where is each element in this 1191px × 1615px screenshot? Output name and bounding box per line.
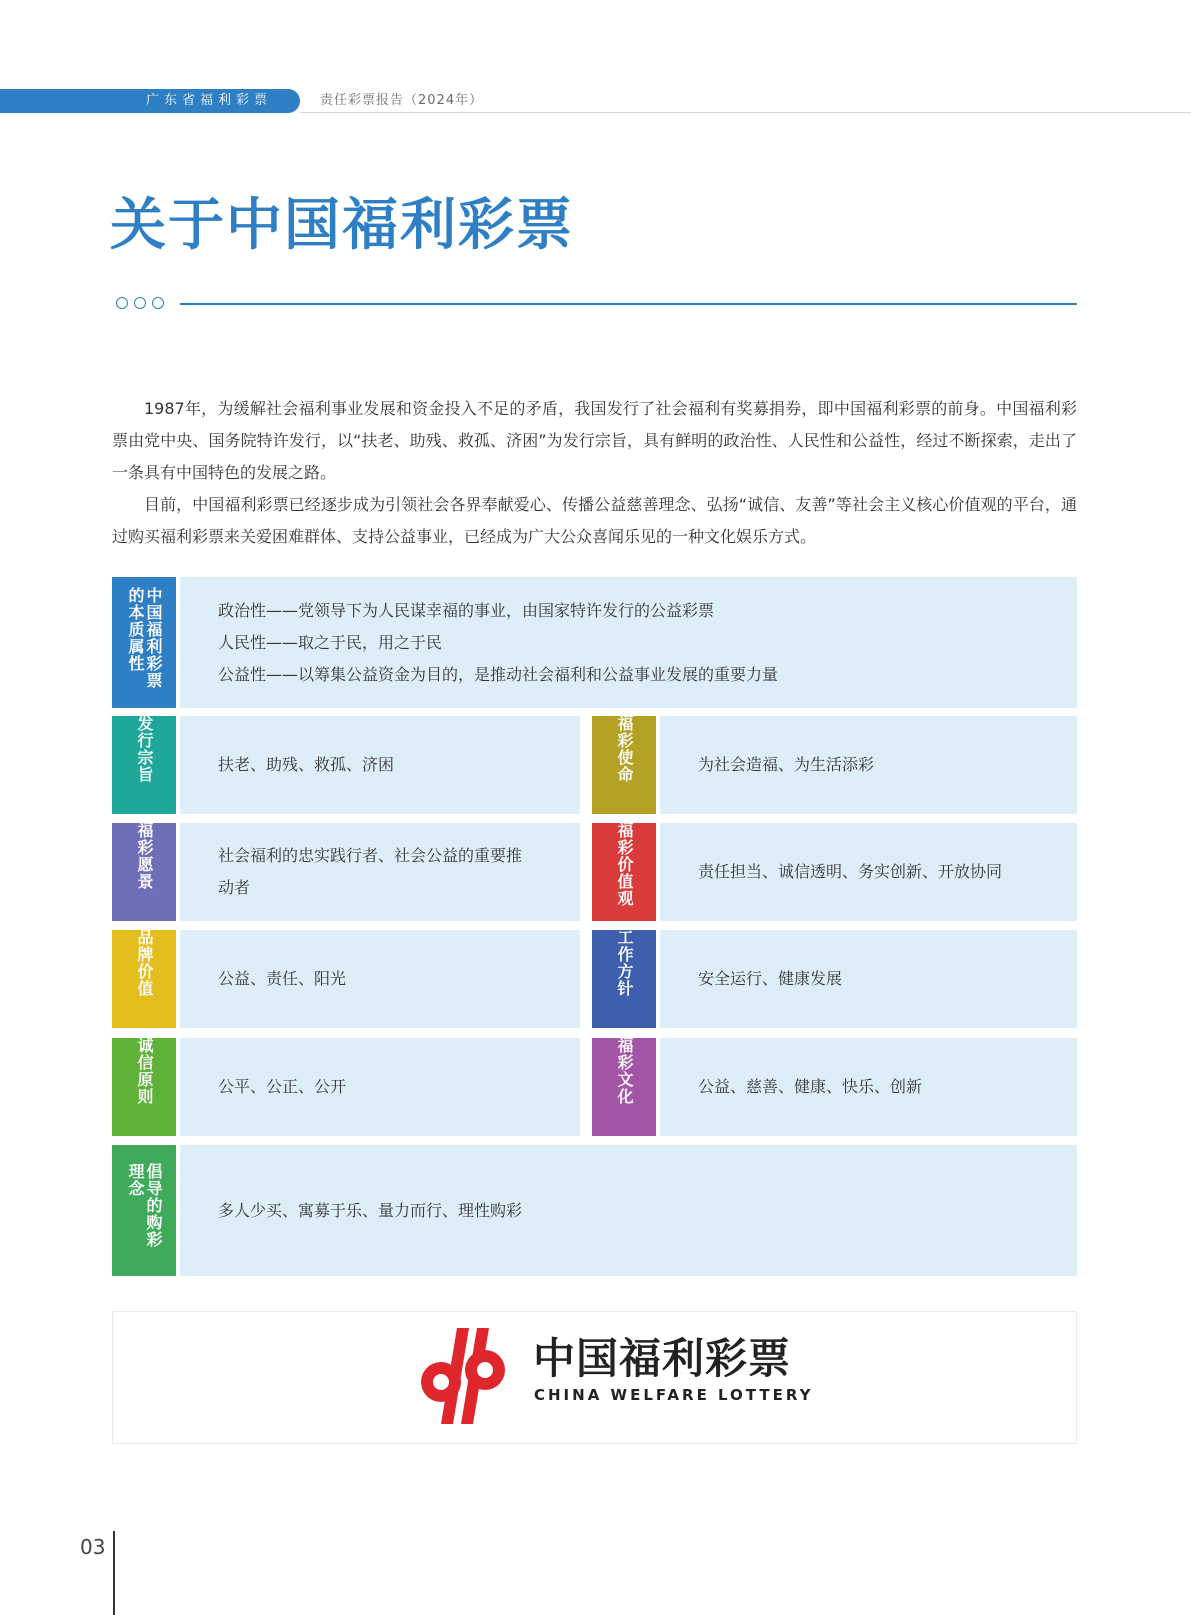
purpose-label: 发行宗旨 <box>112 716 176 814</box>
vision-label: 福彩愿景 <box>112 823 176 921</box>
intro-paragraph: 目前，中国福利彩票已经逐步成为引领社会各界奉献爱心、传播公益慈善理念、弘扬“诚信、友善”等社会主义核心价值观的平台，通过购买福利彩票来关爱困难群体、支持公益事业，已经成为广大公众喜闻乐见的一种文化娱乐方式。 <box>112 495 1077 546</box>
title-divider <box>180 303 1077 305</box>
culture-label: 福彩文化 <box>592 1038 656 1136</box>
concept-label: 倡导的购彩理念 <box>112 1145 176 1276</box>
logo-box <box>112 1311 1077 1444</box>
essence-line: 政治性——党领导下为人民谋幸福的事业，由国家特许发行的公益彩票 <box>218 600 715 620</box>
policy-row <box>592 930 1077 1028</box>
essence-label: 中国福利彩票的本质属性 <box>112 577 176 708</box>
header-report-title: 责任彩票报告（2024年） <box>320 93 484 108</box>
header-divider <box>300 112 1191 113</box>
brand-row <box>112 930 580 1028</box>
essence-line: 人民性——取之于民，用之于民 <box>218 632 443 652</box>
intro-text <box>112 393 1077 553</box>
policy-content: 安全运行、健康发展 <box>660 930 1077 1028</box>
essence-line: 公益性——以筹集公益资金为目的，是推动社会福利和公益事业发展的重要力量 <box>218 664 779 684</box>
circle-icon <box>134 297 146 309</box>
header-organization: 广东省福利彩票 <box>146 93 273 108</box>
values-label: 福彩价值观 <box>592 823 656 921</box>
culture-content: 公益、慈善、健康、快乐、创新 <box>660 1038 1077 1136</box>
culture-row <box>592 1038 1077 1136</box>
integrity-content: 公平、公正、公开 <box>180 1038 580 1136</box>
mission-row <box>592 716 1077 814</box>
essence-content <box>180 577 1077 708</box>
purpose-content: 扶老、助残、救孤、济困 <box>180 716 580 814</box>
circle-icon <box>116 297 128 309</box>
page-title: 关于中国福利彩票 <box>110 192 574 258</box>
logo-english-name: CHINA WELFARE LOTTERY <box>534 1386 814 1404</box>
purpose-row <box>112 716 580 814</box>
mission-label: 福彩使命 <box>592 716 656 814</box>
values-row <box>592 823 1077 921</box>
concept-content: 多人少买、寓募于乐、量力而行、理性购彩 <box>180 1145 1077 1276</box>
china-welfare-lottery-logo-icon <box>413 1326 513 1426</box>
page-number: 03 <box>80 1535 106 1559</box>
integrity-row <box>112 1038 580 1136</box>
logo-chinese-name: 中国福利彩票 <box>533 1334 792 1383</box>
concept-row <box>112 1145 1077 1276</box>
integrity-label: 诚信原则 <box>112 1038 176 1136</box>
policy-label: 工作方针 <box>592 930 656 1028</box>
page-rule <box>113 1531 115 1615</box>
circle-icon <box>152 297 164 309</box>
vision-row <box>112 823 580 921</box>
mission-content: 为社会造福、为生活添彩 <box>660 716 1077 814</box>
vision-content: 社会福利的忠实践行者、社会公益的重要推 动者 <box>180 823 580 921</box>
intro-paragraph: 1987年，为缓解社会福利事业发展和资金投入不足的矛盾，我国发行了社会福利有奖募捐券，即中国福利彩票的前身。中国福利彩票由党中央、国务院特许发行，以“扶老、助残、救孤、济困”为发行宗旨，具有鲜明的政治性、人民性和公益性，经过不断探索，走出了一条具有中国特色的发展之路。 <box>112 399 1077 482</box>
brand-label: 品牌价值 <box>112 930 176 1028</box>
essence-row <box>112 577 1077 708</box>
values-content: 责任担当、诚信透明、务实创新、开放协同 <box>660 823 1077 921</box>
brand-content: 公益、责任、阳光 <box>180 930 580 1028</box>
